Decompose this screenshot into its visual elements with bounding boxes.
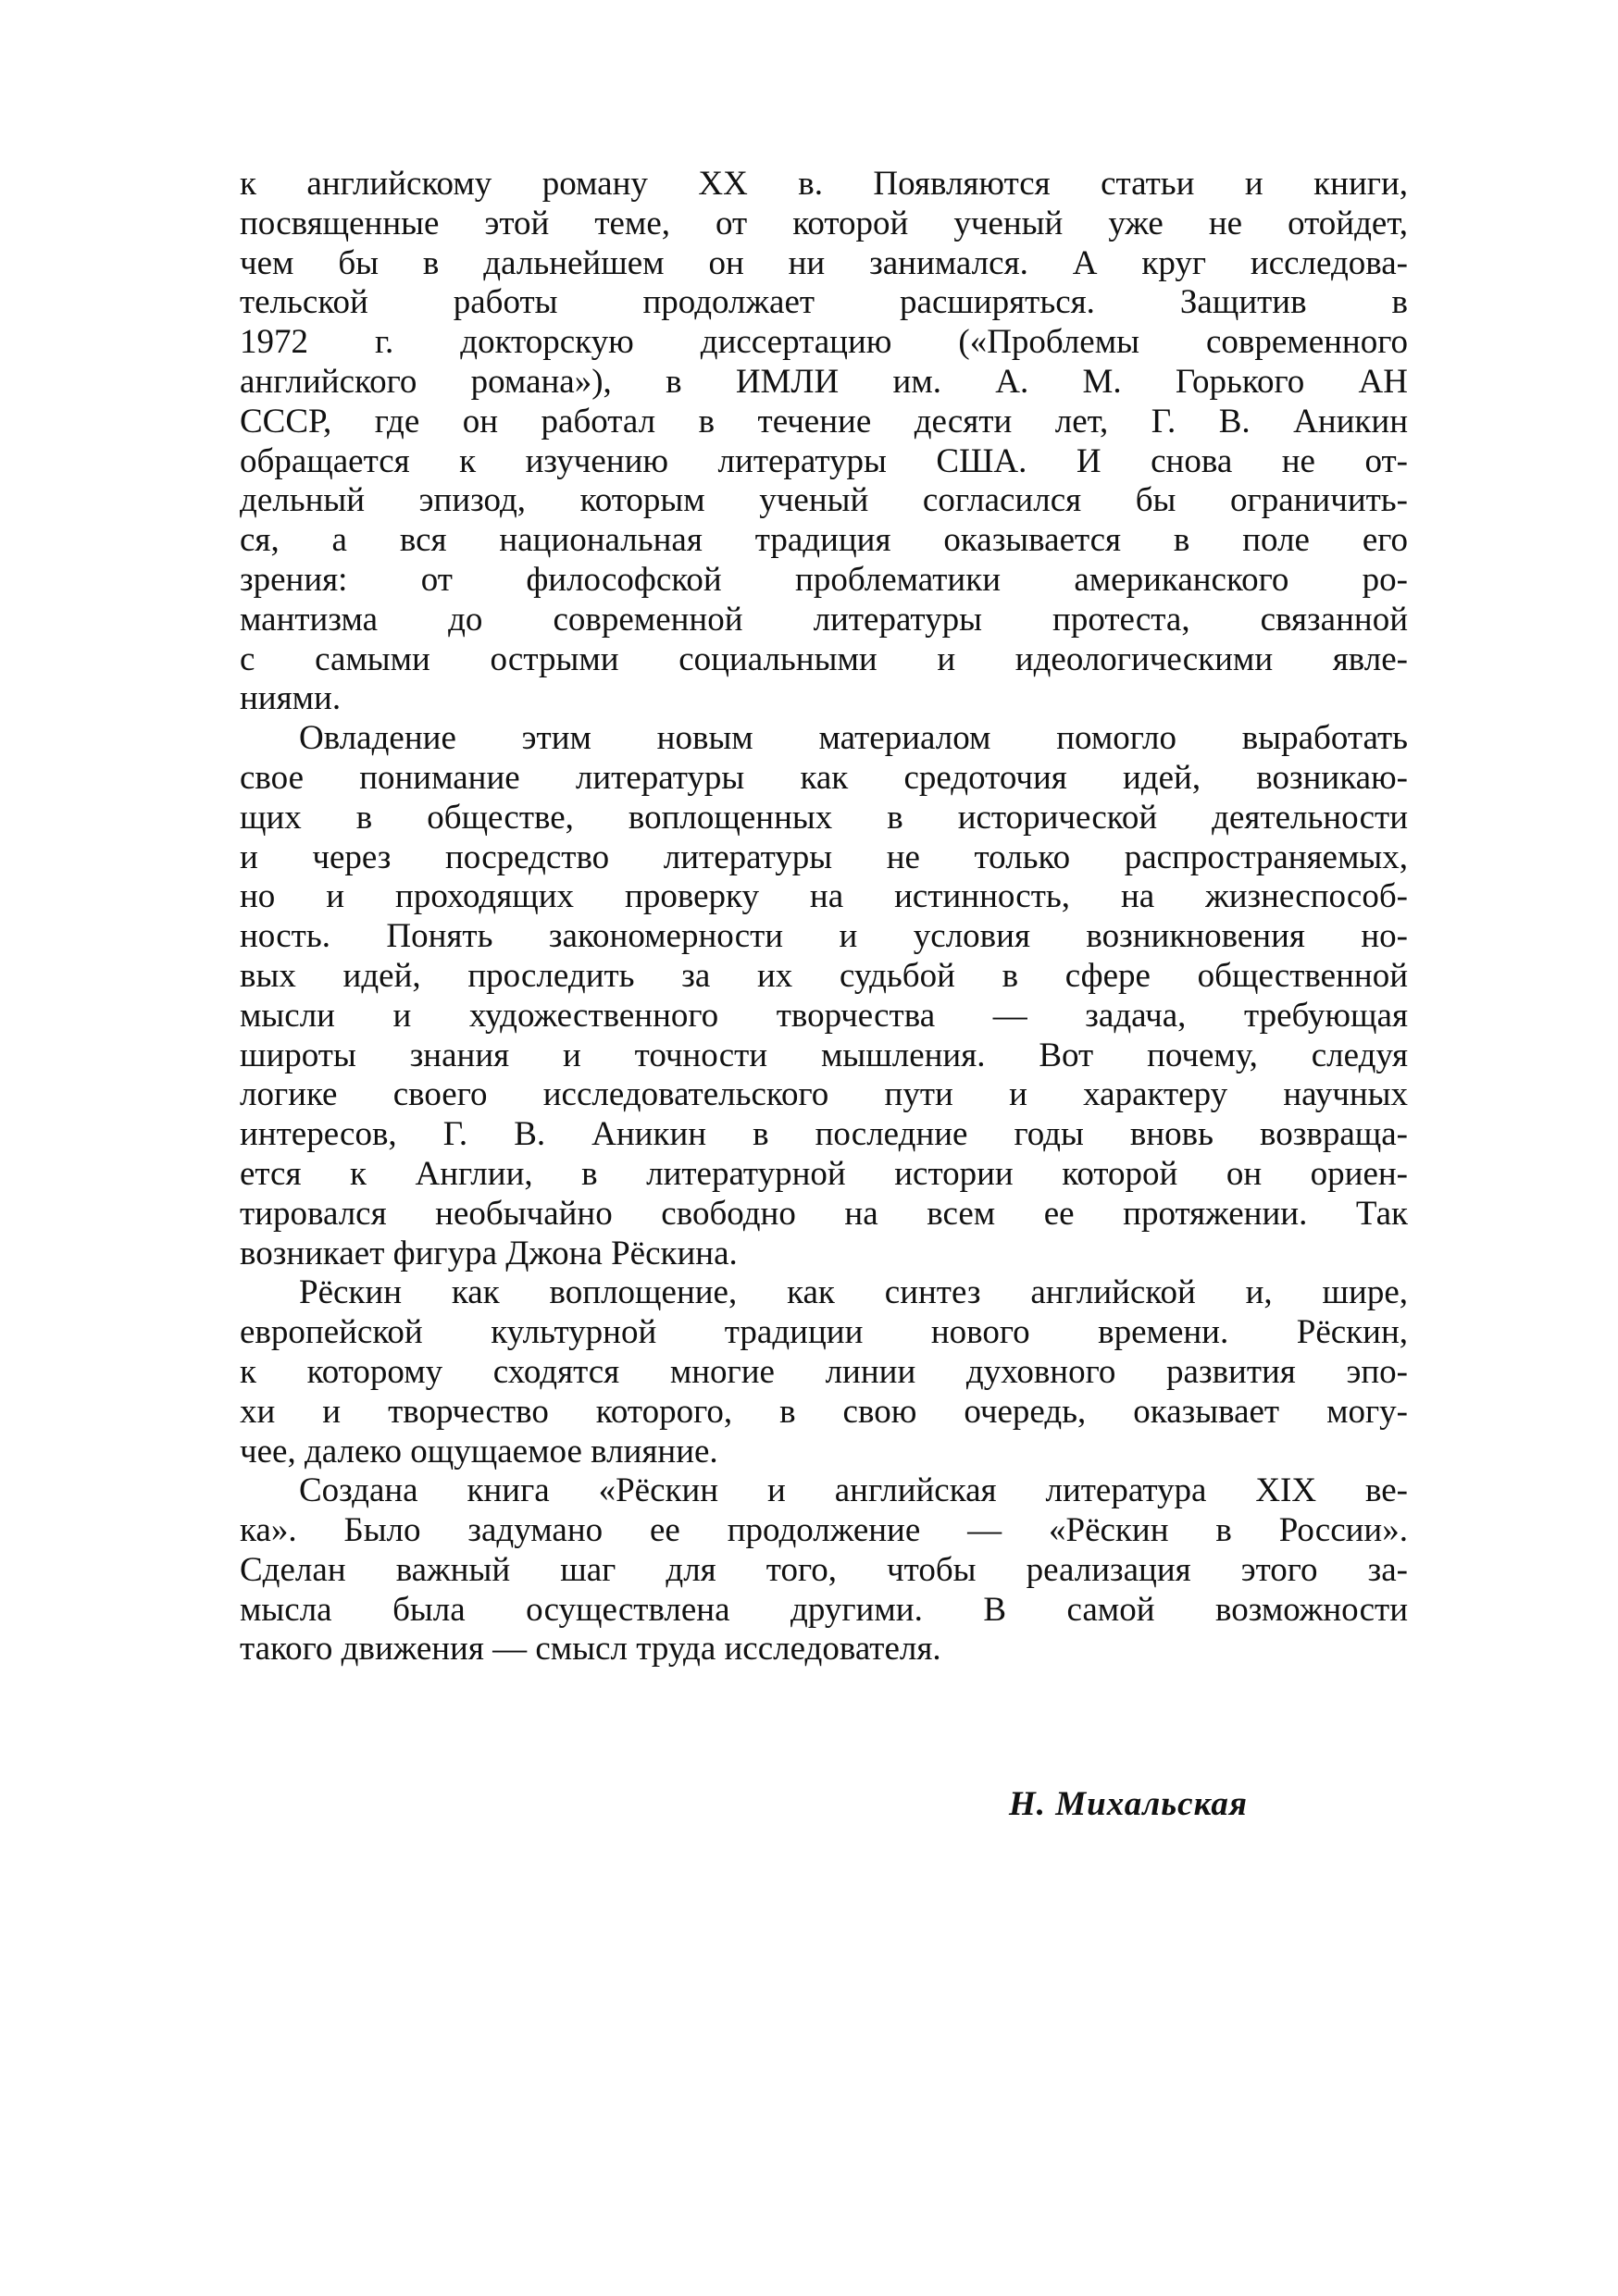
text-line: вых идей, проследить за их судьбой в сфере общественной	[240, 956, 1408, 995]
text-line: мантизма до современной литературы протеста, связанной	[240, 600, 1408, 639]
text-line: щих в обществе, воплощенных в исторической деятельности	[240, 798, 1408, 837]
text-line: Сделан важный шаг для того, чтобы реализация этого за-	[240, 1550, 1408, 1589]
text-line: чем бы в дальнейшем он ни занимался. А круг исследова-	[240, 243, 1408, 282]
text-line: и через посредство литературы не только распространяемых,	[240, 838, 1408, 876]
text-line: Овладение этим новым материалом помогло выработать	[299, 719, 1408, 758]
body-text	[240, 165, 1408, 1669]
text-line: обращается к изучению литературы США. И снова не от-	[240, 441, 1408, 480]
text-line: тельской работы продолжает расширяться. Защитив в	[240, 283, 1408, 322]
text-line: зрения: от философской проблематики американского ро-	[240, 560, 1408, 599]
text-line: ка». Было задумано ее продолжение — «Рёскин в России».	[240, 1511, 1408, 1550]
text-line: английского романа»), в ИМЛИ им. А. М. Горького АН	[240, 362, 1408, 401]
text-line: СССР, где он работал в течение десяти лет, Г. В. Аникин	[240, 402, 1408, 441]
text-line: логике своего исследовательского пути и характеру научных	[240, 1075, 1408, 1114]
text-line: к которому сходятся многие линии духовного развития эпо-	[240, 1352, 1408, 1391]
text-line: дельный эпизод, которым ученый согласился бы ограничить-	[240, 481, 1408, 520]
text-line: с самыми острыми социальными и идеологическими явле-	[240, 639, 1408, 678]
text-line: ся, а вся национальная традиция оказывается в поле его	[240, 521, 1408, 560]
text-line: Создана книга «Рёскин и английская литература XIX ве-	[299, 1471, 1408, 1510]
text-line: широты знания и точности мышления. Вот почему, следуя	[240, 1036, 1408, 1074]
text-line: 1972 г. докторскую диссертацию («Проблемы современного	[240, 323, 1408, 362]
text-line: ниями.	[240, 679, 342, 718]
text-line: к английскому роману XX в. Появляются статьи и книги,	[240, 165, 1408, 203]
text-line: возникает фигура Джона Рёскина.	[240, 1234, 738, 1272]
text-line: такого движения — смысл труда исследователя.	[240, 1630, 941, 1669]
text-line: тировался необычайно свободно на всем ее протяжении. Так	[240, 1194, 1408, 1233]
text-line: ность. Понять закономерности и условия возникновения но-	[240, 917, 1408, 956]
author-signature: Н. Михальская	[1009, 1785, 1248, 1823]
text-line: хи и творчество которого, в свою очередь, оказывает могу-	[240, 1392, 1408, 1431]
text-line: но и проходящих проверку на истинность, на жизнеспособ-	[240, 877, 1408, 916]
paragraph-2	[240, 719, 1408, 1273]
text-line: посвященные этой теме, от которой ученый уже не отойдет,	[240, 204, 1408, 242]
text-line: свое понимание литературы как средоточия идей, возникаю-	[240, 758, 1408, 797]
text-line: ется к Англии, в литературной истории которой он ориен-	[240, 1154, 1408, 1193]
text-line: Рёскин как воплощение, как синтез английской и, шире,	[299, 1273, 1408, 1312]
text-line: европейской культурной традиции нового времени. Рёскин,	[240, 1313, 1408, 1352]
text-line: мысли и художественного творчества — задача, требующая	[240, 996, 1408, 1035]
paragraph-3	[240, 1273, 1408, 1471]
paragraph-4	[240, 1471, 1408, 1669]
text-line: интересов, Г. В. Аникин в последние годы вновь возвраща-	[240, 1115, 1408, 1154]
text-line: мысла была осуществлена другими. В самой возможности	[240, 1590, 1408, 1629]
text-line: чее, далеко ощущаемое влияние.	[240, 1432, 718, 1471]
paragraph-1	[240, 165, 1408, 719]
